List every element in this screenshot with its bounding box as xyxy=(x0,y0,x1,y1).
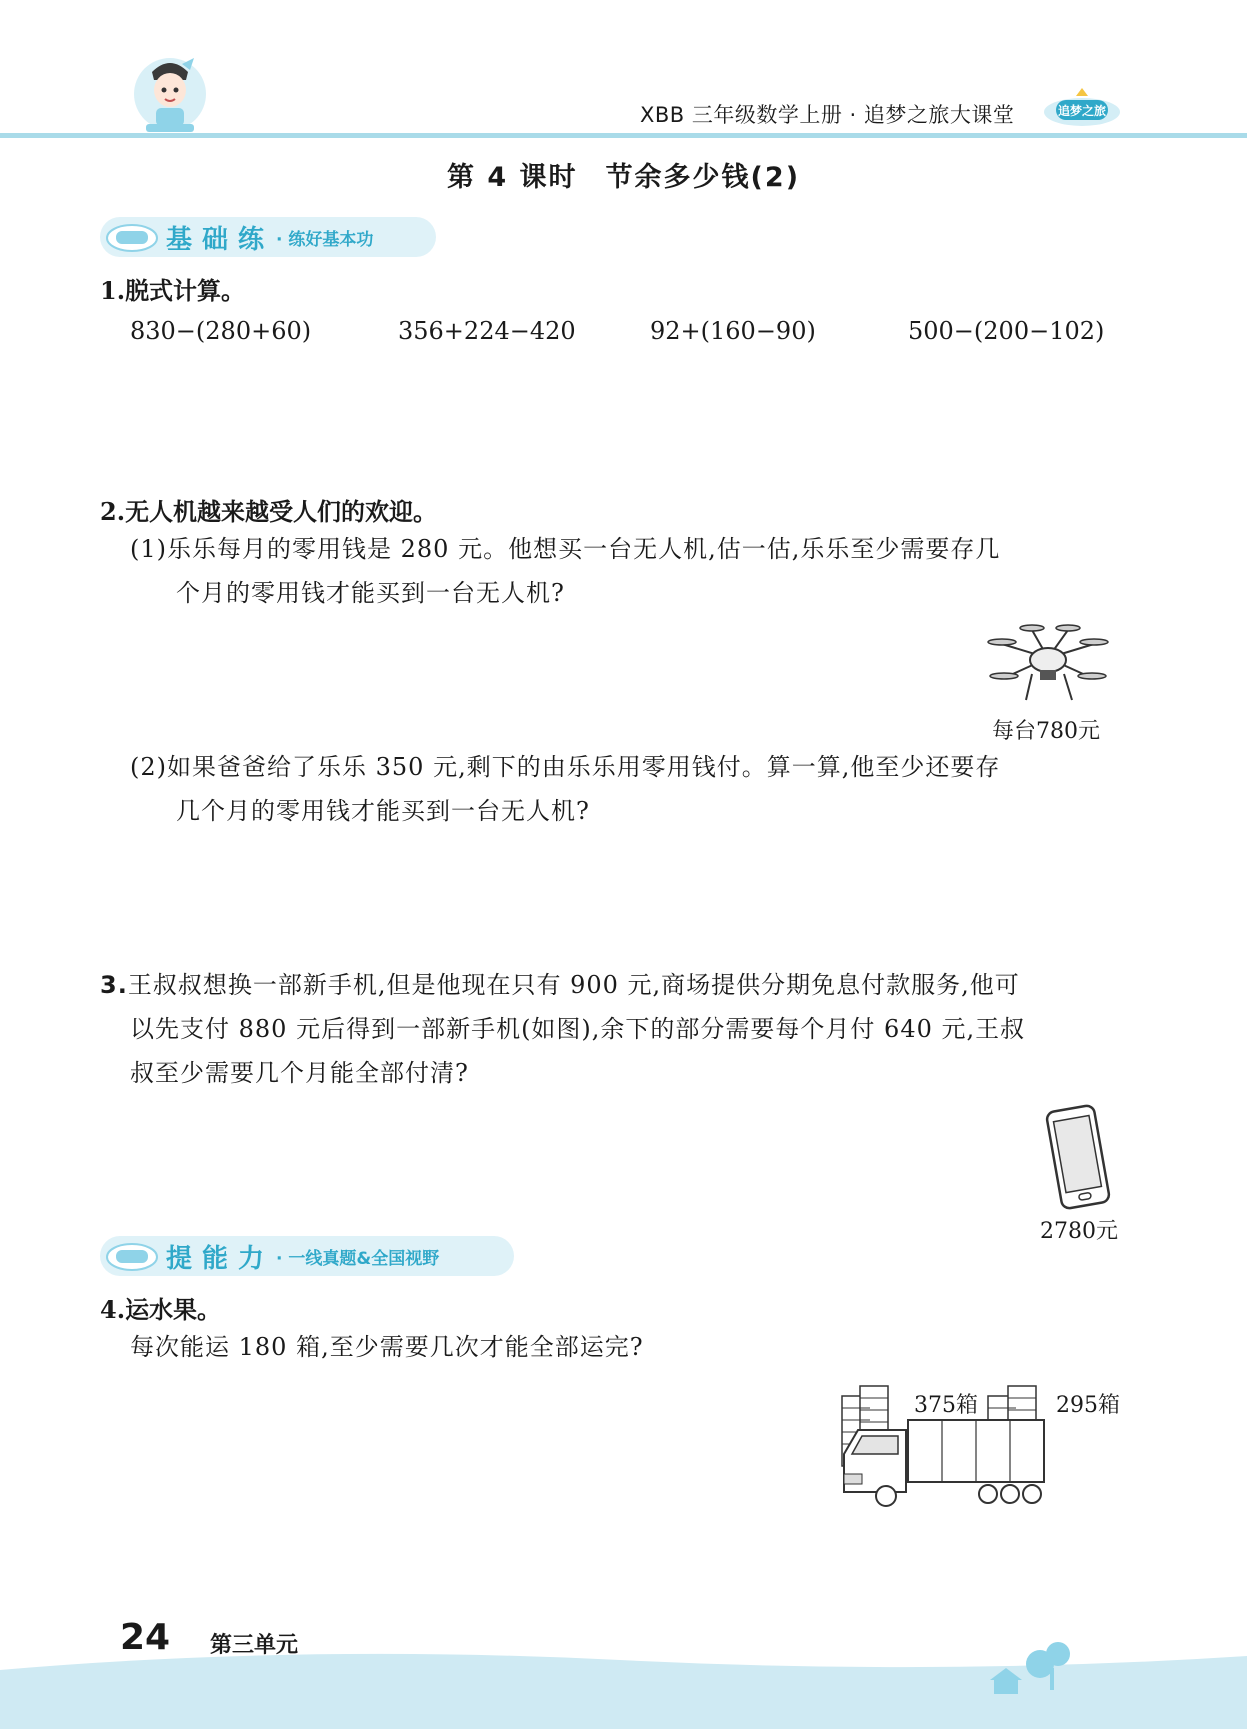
boxes-count-1: 375箱 xyxy=(914,1393,978,1418)
header-divider xyxy=(0,133,1247,138)
question-4-line-1: 每次能运 180 箱,至少需要几次才能全部运完? xyxy=(130,1333,644,1361)
part-1-line-2: 个月的零用钱才能买到一台无人机? xyxy=(176,579,565,607)
question-3-line-2: 以先支付 880 元后得到一部新手机(如图),余下的部分需要每个月付 640 元,王叔 xyxy=(130,1015,1026,1043)
phone-price-label: 2780元 xyxy=(1040,1219,1118,1244)
section-subtitle-ability: · 一线真题&全国视野 xyxy=(276,1248,440,1269)
book-title: XBB 三年级数学上册 · 追梦之旅大课堂 xyxy=(640,103,1015,127)
question-4-number: 4. xyxy=(100,1295,126,1324)
lesson-number: 第 4 课时 xyxy=(446,162,578,193)
lesson-name: 节余多少钱(2) xyxy=(605,162,801,193)
section-badge-icon xyxy=(106,1241,158,1271)
drone-illustration xyxy=(982,618,1114,714)
section-badge-icon xyxy=(106,222,158,252)
section-banner-basic xyxy=(100,217,436,257)
part-2-line-2: 几个月的零用钱才能买到一台无人机? xyxy=(176,797,590,825)
lesson-title xyxy=(0,155,1247,194)
question-2-number: 2. xyxy=(100,497,126,526)
section-subtitle-basic: · 练好基本功 xyxy=(276,229,374,250)
part-1-line-1: 乐乐每月的零用钱是 280 元。他想买一台无人机,估一估,乐乐至少需要存几 xyxy=(167,535,1001,563)
drone-price-label: 每台780元 xyxy=(992,719,1100,744)
question-3-number: 3. xyxy=(100,971,128,999)
part-2-label: (2) xyxy=(130,753,167,781)
question-3 xyxy=(100,963,1025,1095)
section-title-ability: 提能力 xyxy=(166,1243,275,1274)
expression-2: 356+224−420 xyxy=(398,317,576,345)
part-2-line-1: 如果爸爸给了乐乐 350 元,剩下的由乐乐用零用钱付。算一算,他至少还要存 xyxy=(167,753,1001,781)
question-1-title xyxy=(100,271,245,306)
brand-logo-text: 追梦之旅 xyxy=(1057,104,1107,118)
mascot-illustration xyxy=(128,50,212,134)
question-2-text: 无人机越来越受人们的欢迎。 xyxy=(125,498,438,526)
unit-label: 第三单元 xyxy=(210,1633,299,1658)
question-4-text: 运水果。 xyxy=(125,1296,222,1324)
question-2-part-2 xyxy=(130,745,1000,833)
question-1-text: 脱式计算。 xyxy=(125,277,246,305)
section-title-basic: 基础练 xyxy=(166,224,275,255)
question-4-title xyxy=(100,1290,221,1325)
brand-logo xyxy=(1042,86,1122,130)
boxes-count-2: 295箱 xyxy=(1056,1393,1120,1418)
expression-4: 500−(200−102) xyxy=(908,317,1105,345)
section-banner-ability xyxy=(100,1236,514,1276)
part-1-label: (1) xyxy=(130,535,167,563)
footer-wave xyxy=(0,1640,1247,1729)
expression-3: 92+(160−90) xyxy=(650,317,816,345)
phone-illustration xyxy=(1040,1102,1116,1212)
question-2-part-1 xyxy=(130,527,1000,615)
question-1-number: 1. xyxy=(100,276,126,305)
question-2-title xyxy=(100,492,437,527)
question-3-line-3: 叔至少需要几个月能全部付清? xyxy=(130,1059,469,1087)
question-3-line-1: 王叔叔想换一部新手机,但是他现在只有 900 元,商场提供分期免息付款服务,他可 xyxy=(127,971,1020,999)
page-number: 24 xyxy=(120,1617,171,1658)
expression-1: 830−(280+60) xyxy=(130,317,312,345)
